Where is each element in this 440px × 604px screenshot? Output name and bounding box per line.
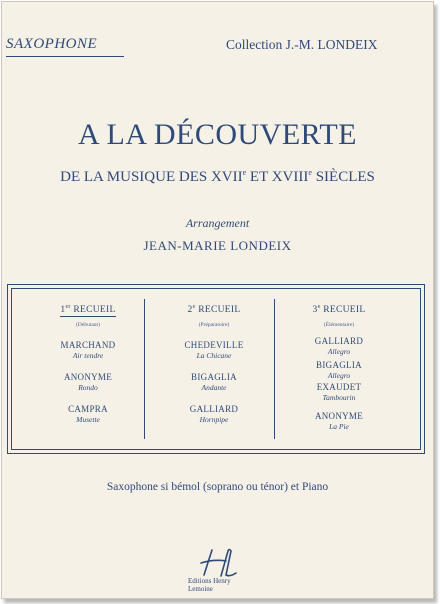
composer-name: ANONYME	[63, 372, 113, 382]
composer-name: ANONYME	[314, 411, 364, 421]
piece-title: Tambourin	[322, 393, 356, 402]
piece-entry	[152, 404, 276, 424]
instrument-label: SAXOPHONE	[6, 36, 98, 52]
subtitle	[2, 168, 433, 186]
volume-label: RECUEIL	[70, 305, 116, 315]
piece-title: Rondo	[78, 383, 98, 392]
piece-entry	[277, 360, 401, 380]
volume-number: 3	[312, 305, 318, 315]
piece-entry	[277, 336, 401, 356]
piece-title: Musette	[76, 415, 100, 424]
piece-title: Air tendre	[72, 351, 104, 360]
volume-heading	[60, 304, 115, 317]
volume-heading	[188, 304, 241, 315]
piece-entry	[152, 372, 276, 392]
publisher-prefix: Editions	[188, 577, 212, 585]
volume-level: (Élémentaire)	[323, 322, 355, 328]
volume-level: (Débutant)	[76, 322, 100, 328]
piece-entry	[152, 340, 276, 360]
piece-entry	[26, 404, 150, 424]
arranger-name: JEAN-MARIE LONDEIX	[143, 238, 292, 253]
publisher-monogram-icon	[188, 547, 248, 579]
piece-title: Hornpipe	[199, 415, 229, 424]
composer-name: CAMPRA	[68, 404, 108, 414]
volume-heading	[313, 304, 366, 315]
composer-name: GALLIARD	[189, 404, 239, 414]
volume-sup: er	[65, 303, 71, 310]
subtitle-sup: e	[242, 168, 247, 177]
subtitle-part: SIÈCLES	[311, 169, 375, 185]
volume-number: 1	[60, 305, 66, 315]
instrumentation-line: Saxophone si bémol (soprano ou ténor) et Piano	[106, 481, 329, 493]
main-title: A LA DÉCOUVERTE	[77, 118, 358, 151]
piece-title: La Chicane	[196, 351, 232, 360]
volume-column-1	[26, 299, 150, 424]
publisher-logo	[188, 547, 248, 591]
volume-column-2	[152, 299, 276, 424]
piece-entry	[277, 411, 401, 431]
piece-title: Andante	[201, 383, 227, 392]
volume-sup: e	[192, 303, 196, 310]
piece-title: Allegro	[327, 371, 351, 380]
publisher-name	[188, 577, 252, 593]
composer-name: BIGAGLIA	[316, 360, 362, 370]
publisher-house: Henry Lemoine	[188, 577, 231, 593]
piece-title: Allegro	[327, 347, 351, 356]
piece-title: La Pie	[329, 422, 349, 431]
subtitle-part: DE LA MUSIQUE DES XVII	[60, 169, 243, 185]
composer-name: CHEDEVILLE	[184, 340, 244, 350]
score-cover	[1, 1, 434, 599]
volume-column-3	[277, 299, 401, 431]
volume-sup: e	[317, 303, 321, 310]
arrangement-label: Arrangement	[185, 216, 250, 230]
composer-name: MARCHAND	[60, 340, 116, 350]
volume-level: (Préparatoire)	[198, 322, 230, 328]
volumes-frame	[7, 284, 425, 454]
piece-entry	[26, 340, 150, 360]
subtitle-sup: e	[308, 168, 312, 177]
piece-entry	[277, 382, 401, 402]
instrument-underline	[6, 56, 124, 57]
volume-number: 2	[187, 305, 193, 315]
subtitle-part: ET XVIII	[246, 169, 309, 185]
volumes-inner-frame	[11, 288, 421, 450]
volume-label: RECUEIL	[320, 305, 366, 315]
piece-entry	[26, 372, 150, 392]
composer-name: BIGAGLIA	[191, 372, 237, 382]
collection-label: Collection J.-M. LONDEIX	[226, 37, 378, 52]
composer-name: GALLIARD	[314, 336, 364, 346]
composer-name: EXAUDET	[316, 382, 362, 392]
volume-label: RECUEIL	[195, 305, 241, 315]
